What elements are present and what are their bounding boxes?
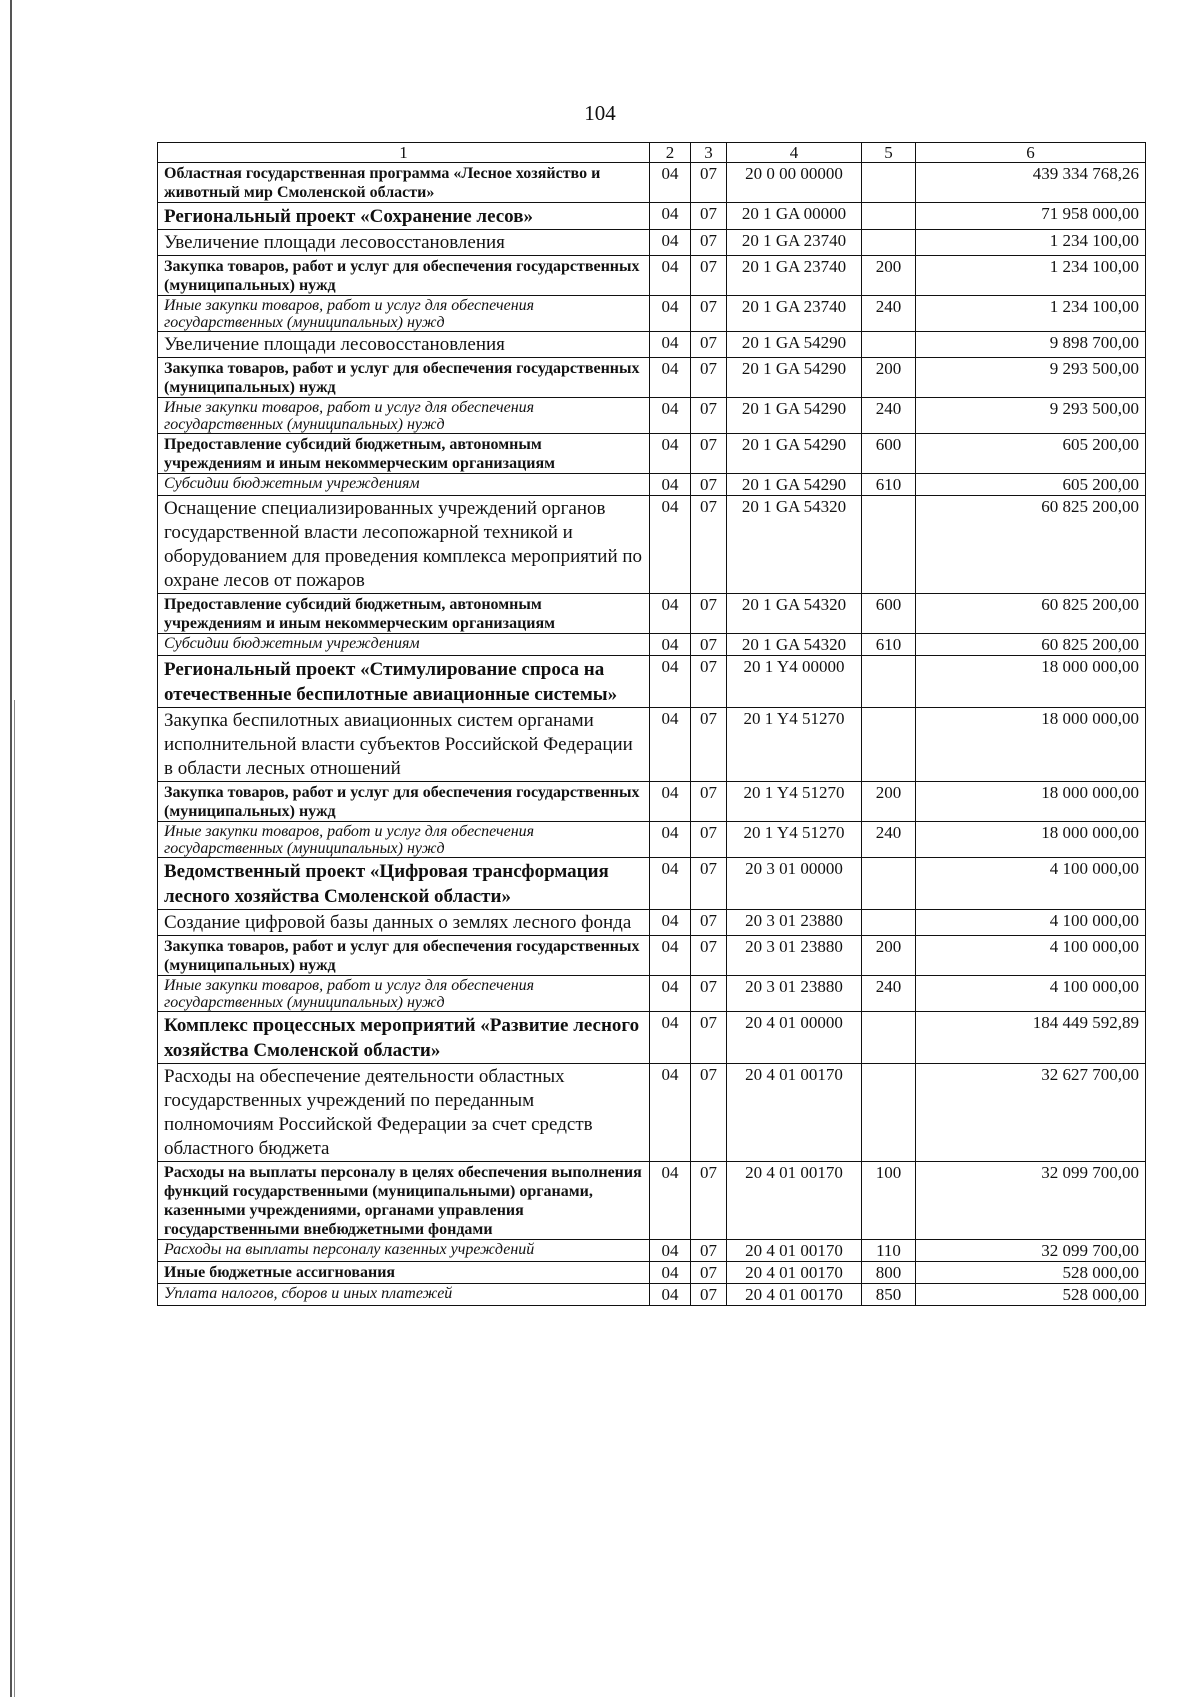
- row-name: Иные бюджетные ассигнования: [158, 1262, 650, 1284]
- page-number: 104: [584, 101, 616, 125]
- row-target-code: 20 1 Y4 51270: [727, 708, 862, 782]
- row-target-code: 20 1 GA 54320: [727, 496, 862, 594]
- row-section: 04: [650, 594, 691, 634]
- row-section: 04: [650, 1284, 691, 1306]
- table-row: [158, 256, 1146, 296]
- row-section: 04: [650, 434, 691, 474]
- row-name: Комплекс процессных мероприятий «Развитие лесного хозяйства Смоленской области»: [158, 1012, 650, 1064]
- row-subsection: 07: [691, 1162, 727, 1240]
- row-amount: 1 234 100,00: [916, 296, 1146, 332]
- row-name: Областная государственная программа «Лесное хозяйство и животный мир Смоленской области»: [158, 163, 650, 203]
- row-name: Предоставление субсидий бюджетным, автономным учреждениям и иным некоммерческим организациям: [158, 594, 650, 634]
- row-name: Закупка товаров, работ и услуг для обеспечения государственных (муниципальных) нужд: [158, 936, 650, 976]
- row-name: Ведомственный проект «Цифровая трансформация лесного хозяйства Смоленской области»: [158, 858, 650, 910]
- row-expense-type: 600: [862, 594, 916, 634]
- row-section: 04: [650, 474, 691, 496]
- row-name: Субсидии бюджетным учреждениям: [158, 474, 650, 496]
- table-row: [158, 822, 1146, 858]
- row-amount: 60 825 200,00: [916, 496, 1146, 594]
- row-section: 04: [650, 822, 691, 858]
- row-amount: 4 100 000,00: [916, 976, 1146, 1012]
- row-expense-type: [862, 332, 916, 358]
- row-name: Иные закупки товаров, работ и услуг для обеспечения государственных (муниципальных) нужд: [158, 398, 650, 434]
- row-expense-type: 100: [862, 1162, 916, 1240]
- column-header: 1: [158, 143, 650, 163]
- row-target-code: 20 1 GA 54290: [727, 398, 862, 434]
- row-expense-type: [862, 708, 916, 782]
- row-section: 04: [650, 1240, 691, 1262]
- row-target-code: 20 3 01 00000: [727, 858, 862, 910]
- row-target-code: 20 1 GA 54320: [727, 634, 862, 656]
- row-amount: 1 234 100,00: [916, 256, 1146, 296]
- table-row: [158, 1162, 1146, 1240]
- table-row: [158, 656, 1146, 708]
- row-subsection: 07: [691, 332, 727, 358]
- table-row: [158, 434, 1146, 474]
- row-name: Создание цифровой базы данных о землях лесного фонда: [158, 910, 650, 936]
- row-section: 04: [650, 656, 691, 708]
- row-amount: 528 000,00: [916, 1284, 1146, 1306]
- column-header: 3: [691, 143, 727, 163]
- row-expense-type: 610: [862, 474, 916, 496]
- row-subsection: 07: [691, 474, 727, 496]
- row-section: 04: [650, 398, 691, 434]
- row-expense-type: 800: [862, 1262, 916, 1284]
- row-amount: 184 449 592,89: [916, 1012, 1146, 1064]
- row-name: Оснащение специализированных учреждений органов государственной власти лесопожарной техникой и оборудованием для проведения комплекса мероприятий по охране лесов от пожаров: [158, 496, 650, 594]
- row-expense-type: 240: [862, 398, 916, 434]
- row-expense-type: [862, 858, 916, 910]
- row-expense-type: [862, 203, 916, 230]
- row-subsection: 07: [691, 976, 727, 1012]
- row-name: Предоставление субсидий бюджетным, автономным учреждениям и иным некоммерческим организациям: [158, 434, 650, 474]
- table-row: [158, 594, 1146, 634]
- row-amount: 18 000 000,00: [916, 822, 1146, 858]
- row-target-code: 20 1 GA 54290: [727, 332, 862, 358]
- row-section: 04: [650, 332, 691, 358]
- table-row: [158, 1262, 1146, 1284]
- table-row: [158, 1284, 1146, 1306]
- row-amount: 9 293 500,00: [916, 398, 1146, 434]
- row-target-code: 20 4 01 00170: [727, 1162, 862, 1240]
- row-subsection: 07: [691, 1262, 727, 1284]
- row-subsection: 07: [691, 163, 727, 203]
- row-name: Расходы на выплаты персоналу казенных учреждений: [158, 1240, 650, 1262]
- table-row: [158, 163, 1146, 203]
- table-row: [158, 1064, 1146, 1162]
- row-amount: 4 100 000,00: [916, 936, 1146, 976]
- column-header: 4: [727, 143, 862, 163]
- row-name: Закупка товаров, работ и услуг для обеспечения государственных (муниципальных) нужд: [158, 782, 650, 822]
- budget-table: [157, 142, 1146, 1306]
- row-expense-type: [862, 163, 916, 203]
- row-expense-type: 110: [862, 1240, 916, 1262]
- table-row: [158, 634, 1146, 656]
- row-section: 04: [650, 976, 691, 1012]
- row-amount: 528 000,00: [916, 1262, 1146, 1284]
- row-amount: 60 825 200,00: [916, 634, 1146, 656]
- table-row: [158, 858, 1146, 910]
- table-row: [158, 936, 1146, 976]
- row-name: Региональный проект «Сохранение лесов»: [158, 203, 650, 230]
- row-subsection: 07: [691, 858, 727, 910]
- row-section: 04: [650, 358, 691, 398]
- row-amount: 18 000 000,00: [916, 656, 1146, 708]
- row-subsection: 07: [691, 656, 727, 708]
- row-amount: 18 000 000,00: [916, 782, 1146, 822]
- row-expense-type: [862, 656, 916, 708]
- row-subsection: 07: [691, 203, 727, 230]
- table-row: [158, 708, 1146, 782]
- column-header: 5: [862, 143, 916, 163]
- row-name: Расходы на выплаты персоналу в целях обеспечения выполнения функций государственными (муниципальными) органами, казенными учреждениями, органами управления государственными внебюджетными фондами: [158, 1162, 650, 1240]
- row-name: Увеличение площади лесовосстановления: [158, 230, 650, 256]
- row-name: Закупка товаров, работ и услуг для обеспечения государственных (муниципальных) нужд: [158, 358, 650, 398]
- row-subsection: 07: [691, 1012, 727, 1064]
- table-row: [158, 782, 1146, 822]
- row-target-code: 20 3 01 23880: [727, 936, 862, 976]
- row-target-code: 20 1 GA 54290: [727, 434, 862, 474]
- row-target-code: 20 3 01 23880: [727, 976, 862, 1012]
- row-section: 04: [650, 782, 691, 822]
- row-expense-type: [862, 910, 916, 936]
- table-row: [158, 1240, 1146, 1262]
- row-subsection: 07: [691, 782, 727, 822]
- row-amount: 4 100 000,00: [916, 858, 1146, 910]
- table-row: [158, 358, 1146, 398]
- row-name: Иные закупки товаров, работ и услуг для обеспечения государственных (муниципальных) нужд: [158, 296, 650, 332]
- row-amount: 605 200,00: [916, 474, 1146, 496]
- table-row: [158, 496, 1146, 594]
- row-target-code: 20 4 01 00170: [727, 1284, 862, 1306]
- row-section: 04: [650, 634, 691, 656]
- row-name: Закупка товаров, работ и услуг для обеспечения государственных (муниципальных) нужд: [158, 256, 650, 296]
- row-target-code: 20 1 GA 54290: [727, 474, 862, 496]
- table-header-row: [158, 143, 1146, 163]
- table-row: [158, 910, 1146, 936]
- row-amount: 9 898 700,00: [916, 332, 1146, 358]
- row-name: Расходы на обеспечение деятельности областных государственных учреждений по переданным полномочиям Российской Федерации за счет средств областного бюджета: [158, 1064, 650, 1162]
- row-subsection: 07: [691, 1240, 727, 1262]
- row-target-code: 20 4 01 00000: [727, 1012, 862, 1064]
- row-amount: 71 958 000,00: [916, 203, 1146, 230]
- row-section: 04: [650, 296, 691, 332]
- table-row: [158, 332, 1146, 358]
- table-row: [158, 230, 1146, 256]
- row-section: 04: [650, 163, 691, 203]
- row-subsection: 07: [691, 256, 727, 296]
- row-name: Закупка беспилотных авиационных систем органами исполнительной власти субъектов Российской Федерации в области лесных отношений: [158, 708, 650, 782]
- row-subsection: 07: [691, 398, 727, 434]
- row-section: 04: [650, 256, 691, 296]
- row-expense-type: 200: [862, 782, 916, 822]
- row-amount: 32 099 700,00: [916, 1162, 1146, 1240]
- row-expense-type: 200: [862, 256, 916, 296]
- row-expense-type: 200: [862, 936, 916, 976]
- row-target-code: 20 1 GA 23740: [727, 256, 862, 296]
- row-section: 04: [650, 1262, 691, 1284]
- row-amount: 60 825 200,00: [916, 594, 1146, 634]
- table-row: [158, 296, 1146, 332]
- row-section: 04: [650, 1064, 691, 1162]
- row-subsection: 07: [691, 434, 727, 474]
- row-expense-type: 240: [862, 296, 916, 332]
- row-section: 04: [650, 1162, 691, 1240]
- row-target-code: 20 1 Y4 51270: [727, 782, 862, 822]
- table-row: [158, 203, 1146, 230]
- row-target-code: 20 1 GA 00000: [727, 203, 862, 230]
- row-target-code: 20 3 01 23880: [727, 910, 862, 936]
- table-row: [158, 398, 1146, 434]
- row-amount: 1 234 100,00: [916, 230, 1146, 256]
- scan-edge: [10, 0, 12, 1697]
- row-target-code: 20 1 GA 54320: [727, 594, 862, 634]
- row-expense-type: 200: [862, 358, 916, 398]
- row-section: 04: [650, 858, 691, 910]
- scan-edge: [14, 700, 15, 1697]
- row-section: 04: [650, 708, 691, 782]
- row-subsection: 07: [691, 296, 727, 332]
- row-section: 04: [650, 230, 691, 256]
- row-target-code: 20 1 GA 23740: [727, 230, 862, 256]
- row-amount: 32 627 700,00: [916, 1064, 1146, 1162]
- table-row: [158, 1012, 1146, 1064]
- row-subsection: 07: [691, 230, 727, 256]
- row-expense-type: [862, 1012, 916, 1064]
- row-subsection: 07: [691, 594, 727, 634]
- row-expense-type: 240: [862, 822, 916, 858]
- row-subsection: 07: [691, 358, 727, 398]
- row-expense-type: [862, 496, 916, 594]
- row-name: Региональный проект «Стимулирование спроса на отечественные беспилотные авиационные системы»: [158, 656, 650, 708]
- row-target-code: 20 0 00 00000: [727, 163, 862, 203]
- row-subsection: 07: [691, 822, 727, 858]
- row-target-code: 20 4 01 00170: [727, 1240, 862, 1262]
- row-name: Иные закупки товаров, работ и услуг для обеспечения государственных (муниципальных) нужд: [158, 822, 650, 858]
- row-expense-type: 240: [862, 976, 916, 1012]
- column-header: 6: [916, 143, 1146, 163]
- row-name: Уплата налогов, сборов и иных платежей: [158, 1284, 650, 1306]
- row-expense-type: 850: [862, 1284, 916, 1306]
- row-target-code: 20 1 Y4 00000: [727, 656, 862, 708]
- row-subsection: 07: [691, 910, 727, 936]
- row-amount: 9 293 500,00: [916, 358, 1146, 398]
- row-target-code: 20 4 01 00170: [727, 1262, 862, 1284]
- row-amount: 605 200,00: [916, 434, 1146, 474]
- row-section: 04: [650, 1012, 691, 1064]
- row-amount: 4 100 000,00: [916, 910, 1146, 936]
- row-expense-type: [862, 1064, 916, 1162]
- row-amount: 32 099 700,00: [916, 1240, 1146, 1262]
- row-expense-type: [862, 230, 916, 256]
- row-subsection: 07: [691, 634, 727, 656]
- row-section: 04: [650, 936, 691, 976]
- row-subsection: 07: [691, 708, 727, 782]
- row-section: 04: [650, 496, 691, 594]
- row-section: 04: [650, 203, 691, 230]
- row-target-code: 20 1 GA 54290: [727, 358, 862, 398]
- row-subsection: 07: [691, 496, 727, 594]
- row-expense-type: 610: [862, 634, 916, 656]
- row-subsection: 07: [691, 1064, 727, 1162]
- row-name: Субсидии бюджетным учреждениям: [158, 634, 650, 656]
- row-amount: 439 334 768,26: [916, 163, 1146, 203]
- table-row: [158, 474, 1146, 496]
- row-target-code: 20 1 GA 23740: [727, 296, 862, 332]
- row-target-code: 20 4 01 00170: [727, 1064, 862, 1162]
- row-name: Увеличение площади лесовосстановления: [158, 332, 650, 358]
- row-subsection: 07: [691, 936, 727, 976]
- row-amount: 18 000 000,00: [916, 708, 1146, 782]
- row-subsection: 07: [691, 1284, 727, 1306]
- row-expense-type: 600: [862, 434, 916, 474]
- row-target-code: 20 1 Y4 51270: [727, 822, 862, 858]
- row-section: 04: [650, 910, 691, 936]
- row-name: Иные закупки товаров, работ и услуг для обеспечения государственных (муниципальных) нужд: [158, 976, 650, 1012]
- column-header: 2: [650, 143, 691, 163]
- table-row: [158, 976, 1146, 1012]
